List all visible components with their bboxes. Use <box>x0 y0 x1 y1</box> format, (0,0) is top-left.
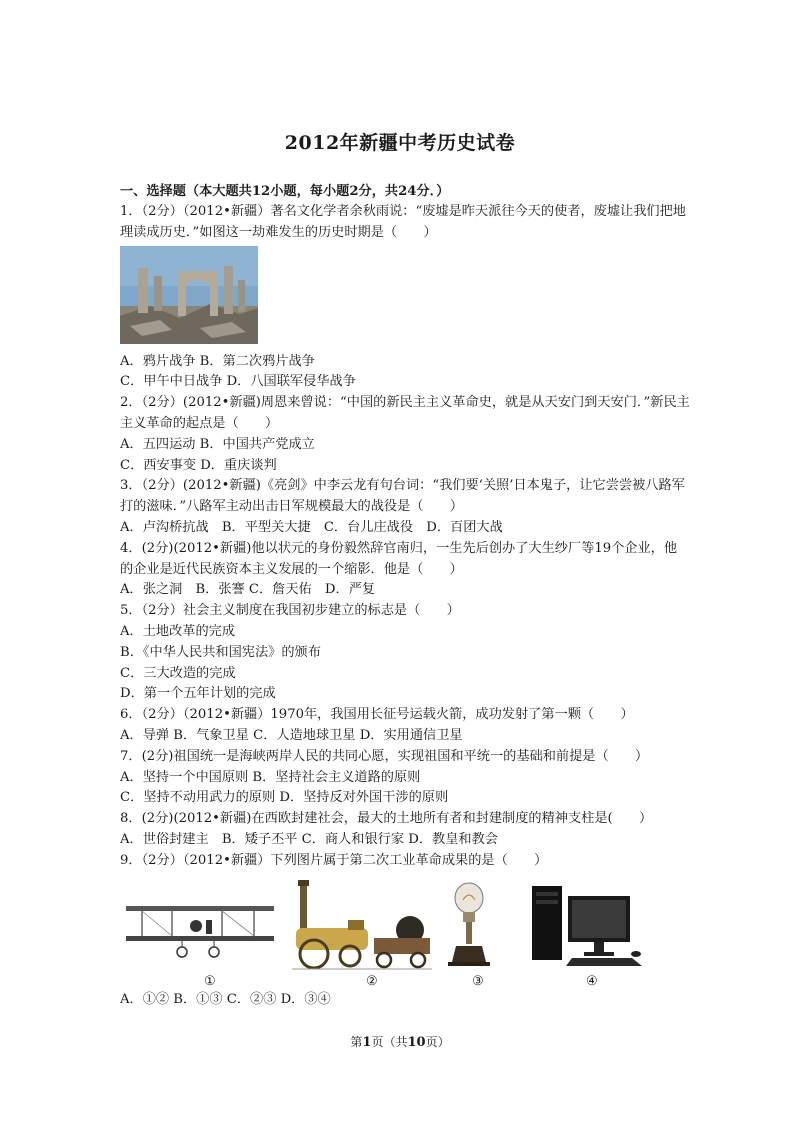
question-8-stem: 8．(2分)(2012•新疆)在西欧封建社会，最大的土地所有者和封建制度的精神支柱是( ） <box>120 811 653 827</box>
question-9-figures <box>120 880 690 990</box>
question-3-options: A．卢沟桥抗战 B．平型关大捷 C．台儿庄战役 D．百团大战 <box>120 519 503 535</box>
question-5 <box>120 601 690 705</box>
biplane-image <box>122 892 278 962</box>
ruins-photo <box>120 246 258 344</box>
figure-label-1: ① <box>204 973 216 989</box>
question-3 <box>120 476 690 538</box>
footer-post: 页） <box>425 1035 450 1049</box>
question-4-stem: 4．(2分)(2012•新疆)他以状元的身份毅然辞官南归，一生先后创办了大生纱厂等19个企业，他的企业是近代民族资本主义发展的一个缩影．他是（ ） <box>120 540 678 577</box>
content <box>120 182 690 1010</box>
question-2-stem: 2．（2分）(2012•新疆)周恩来曾说：“中国的新民主主义革命史，就是从天安门到天安门．”新民主主义革命的起点是（ ） <box>120 395 690 431</box>
question-8 <box>120 809 690 851</box>
figure-label-3: ③ <box>472 973 484 989</box>
footer-pre: 第 <box>350 1035 363 1049</box>
question-6-stem: 6．（2分）（2012•新疆）1970年，我国用长征号运载火箭，成功发射了第一颗（ ） <box>120 707 634 723</box>
figure-label-2: ② <box>366 973 378 989</box>
page-footer <box>0 1033 800 1050</box>
question-7-options-cd: C．坚持不动用武力的原则 D．坚持反对外国干涉的原则 <box>120 790 449 806</box>
page-title: 2012年新疆中考历史试卷 <box>284 132 516 154</box>
question-5-option-a: A．土地改革的完成 <box>120 623 236 639</box>
question-7-stem: 7．(2分)祖国统一是海峡两岸人民的共同心愿，实现祖国和平统一的基础和前提是（ ） <box>120 748 649 764</box>
question-4 <box>120 539 690 601</box>
question-6-options: A．导弹 B．气象卫星 C．人造地球卫星 D．实用通信卫星 <box>120 727 463 743</box>
footer-mid: 页（共 <box>371 1035 408 1049</box>
question-2-options-ab: A．五四运动 B．中国共产党成立 <box>120 436 315 452</box>
computer-image <box>532 882 644 968</box>
question-1-options-ab: A．鸦片战争 B．第二次鸦片战争 <box>120 353 315 369</box>
footer-total-pages: 10 <box>407 1035 426 1050</box>
question-2-options-cd: C．西安事变 D．重庆谈判 <box>120 457 277 473</box>
figure-label-4: ④ <box>586 973 598 989</box>
question-9-stem: 9．（2分）（2012•新疆）下列图片属于第二次工业革命成果的是（ ） <box>120 852 548 868</box>
question-7-options-ab: A．坚持一个中国原则 B．坚持社会主义道路的原则 <box>120 769 421 785</box>
question-9 <box>120 851 690 1011</box>
question-5-option-c: C．三大改造的完成 <box>120 665 236 681</box>
question-2 <box>120 393 690 476</box>
locomotive-image <box>292 880 432 972</box>
footer-page-number: 1 <box>362 1035 372 1050</box>
section-heading: 一、选择题（本大题共12小题，每小题2分，共24分．） <box>120 184 450 199</box>
question-9-options: A．①② B．①③ C．②③ D．③④ <box>120 991 331 1007</box>
question-8-options: A．世俗封建主 B．矮子丕平 C．商人和银行家 D．教皇和教会 <box>120 831 498 847</box>
question-5-option-b: B．《中华人民共和国宪法》的颁布 <box>120 644 321 660</box>
question-5-stem: 5．（2分）社会主义制度在我国初步建立的标志是（ ） <box>120 603 460 619</box>
question-3-stem: 3．（2分）(2012•新疆)《亮剑》中李云龙有句台词：“我们要‘关照’日本鬼子，让它尝尝被八路军打的滋味．”八路军主动出击日军规模最大的战役是（ ） <box>120 478 685 515</box>
question-7 <box>120 747 690 809</box>
light-bulb-image <box>446 882 492 968</box>
question-4-options: A．张之洞 B．张謇 C．詹天佑 D．严复 <box>120 582 376 598</box>
question-6 <box>120 705 690 747</box>
question-1 <box>120 202 690 393</box>
question-1-options-cd: C．甲午中日战争 D．八国联军侵华战争 <box>120 374 356 390</box>
question-5-option-d: D．第一个五年计划的完成 <box>120 686 276 702</box>
question-1-stem: 1．（2分）（2012•新疆）著名文化学者余秋雨说：“废墟是昨天派往今天的使者，废墟让我们把地理读成历史．”如图这一劫难发生的历史时期是（ ） <box>120 204 686 240</box>
